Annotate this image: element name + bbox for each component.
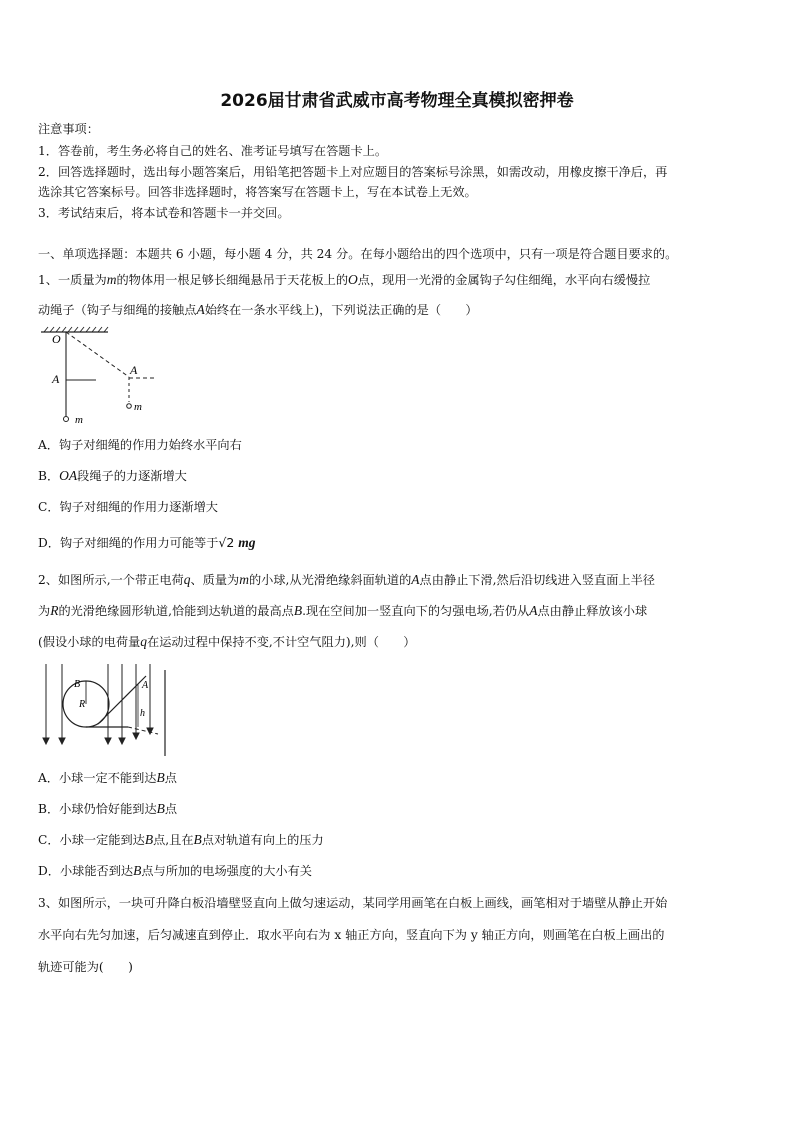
q1-figure xyxy=(36,326,166,426)
q1-stem-line1: 1、一质量为m的物体用一根足够长细绳悬吊于天花板上的O点，现用一光滑的金属钩子勾住细绳，水平向右缓慢拉 xyxy=(38,272,651,287)
notice-item-1: 1．答卷前，考生务必将自己的姓名、准考证号填写在答题卡上。 xyxy=(38,144,388,158)
q1-option-a: A．钩子对细绳的作用力始终水平向右 xyxy=(38,438,242,452)
q3-stem-line1: 3、如图所示，一块可升降白板沿墙壁竖直向上做匀速运动，某同学用画笔在白板上画线，画笔相对于墙壁从静止开始 xyxy=(38,896,668,910)
q1-stem-line2: 动绳子（钩子与细绳的接触点A始终在一条水平线上)，下列说法正确的是（ ） xyxy=(38,302,478,317)
notice-heading: 注意事项： xyxy=(38,122,99,136)
q2-option-d: D．小球能否到达B点与所加的电场强度的大小有关 xyxy=(38,863,312,878)
q1-option-c: C．钩子对细绳的作用力逐渐增大 xyxy=(38,500,218,514)
q3-stem-line2: 水平向右先匀加速，后匀减速直到停止．取水平向右为 x 轴正方向，竖直向下为 y 轴正方向，则画笔在白板上画出的 xyxy=(38,928,665,942)
notice-item-2-cont: 选涂其它答案标号。回答非选择题时，将答案写在答题卡上，写在本试卷上无效。 xyxy=(38,185,477,199)
q2-option-a: A．小球一定不能到达B点 xyxy=(38,770,177,785)
q2-stem-line1: 2、如图所示,一个带正电荷q、质量为m的小球,从光滑绝缘斜面轨道的A点由静止下滑,然后沿切线进入竖直面上半径 xyxy=(38,572,655,587)
q1-label-a-right: A xyxy=(130,363,138,377)
q2-label-h: h xyxy=(140,708,145,719)
q1-option-b: B．OA段绳子的力逐渐增大 xyxy=(38,468,187,483)
q1-option-d: D．钩子对细绳的作用力可能等于√2 mg xyxy=(38,535,256,550)
notice-item-2: 2．回答选择题时，选出每小题答案后，用铅笔把答题卡上对应题目的答案标号涂黑，如需改动，用橡皮擦干净后，再 xyxy=(38,165,668,179)
q2-stem-line2: 为R的光滑绝缘圆形轨道,恰能到达轨道的最高点B.现在空间加一竖直向下的匀强电场,若仍从A点由静止释放该小球 xyxy=(38,603,648,618)
q2-figure xyxy=(38,662,170,760)
q2-stem-line3: (假设小球的电荷量q在运动过程中保持不变,不计空气阻力),则（ ） xyxy=(38,634,416,649)
notice-item-3: 3．考试结束后，将本试卷和答题卡一并交回。 xyxy=(38,206,290,220)
q1-label-m-right: m xyxy=(134,401,142,413)
q3-stem-line3: 轨迹可能为( ) xyxy=(38,960,133,974)
q1-label-o: O xyxy=(52,332,61,346)
section-heading: 一、单项选择题：本题共 6 小题，每小题 4 分，共 24 分。在每小题给出的四个选项中，只有一项是符合题目要求的。 xyxy=(38,247,678,261)
q2-option-c: C．小球一定能到达B点,且在B点对轨道有向上的压力 xyxy=(38,832,324,847)
q2-label-b: B xyxy=(74,679,81,690)
page-title: 2026届甘肃省武威市高考物理全真模拟密押卷 xyxy=(220,91,574,111)
q1-label-a-left: A xyxy=(52,372,60,386)
q2-label-a: A xyxy=(142,680,149,691)
q2-option-b: B．小球仍恰好能到达B点 xyxy=(38,801,178,816)
q1-label-m-left: m xyxy=(75,414,83,426)
q2-label-r: R xyxy=(79,699,86,710)
